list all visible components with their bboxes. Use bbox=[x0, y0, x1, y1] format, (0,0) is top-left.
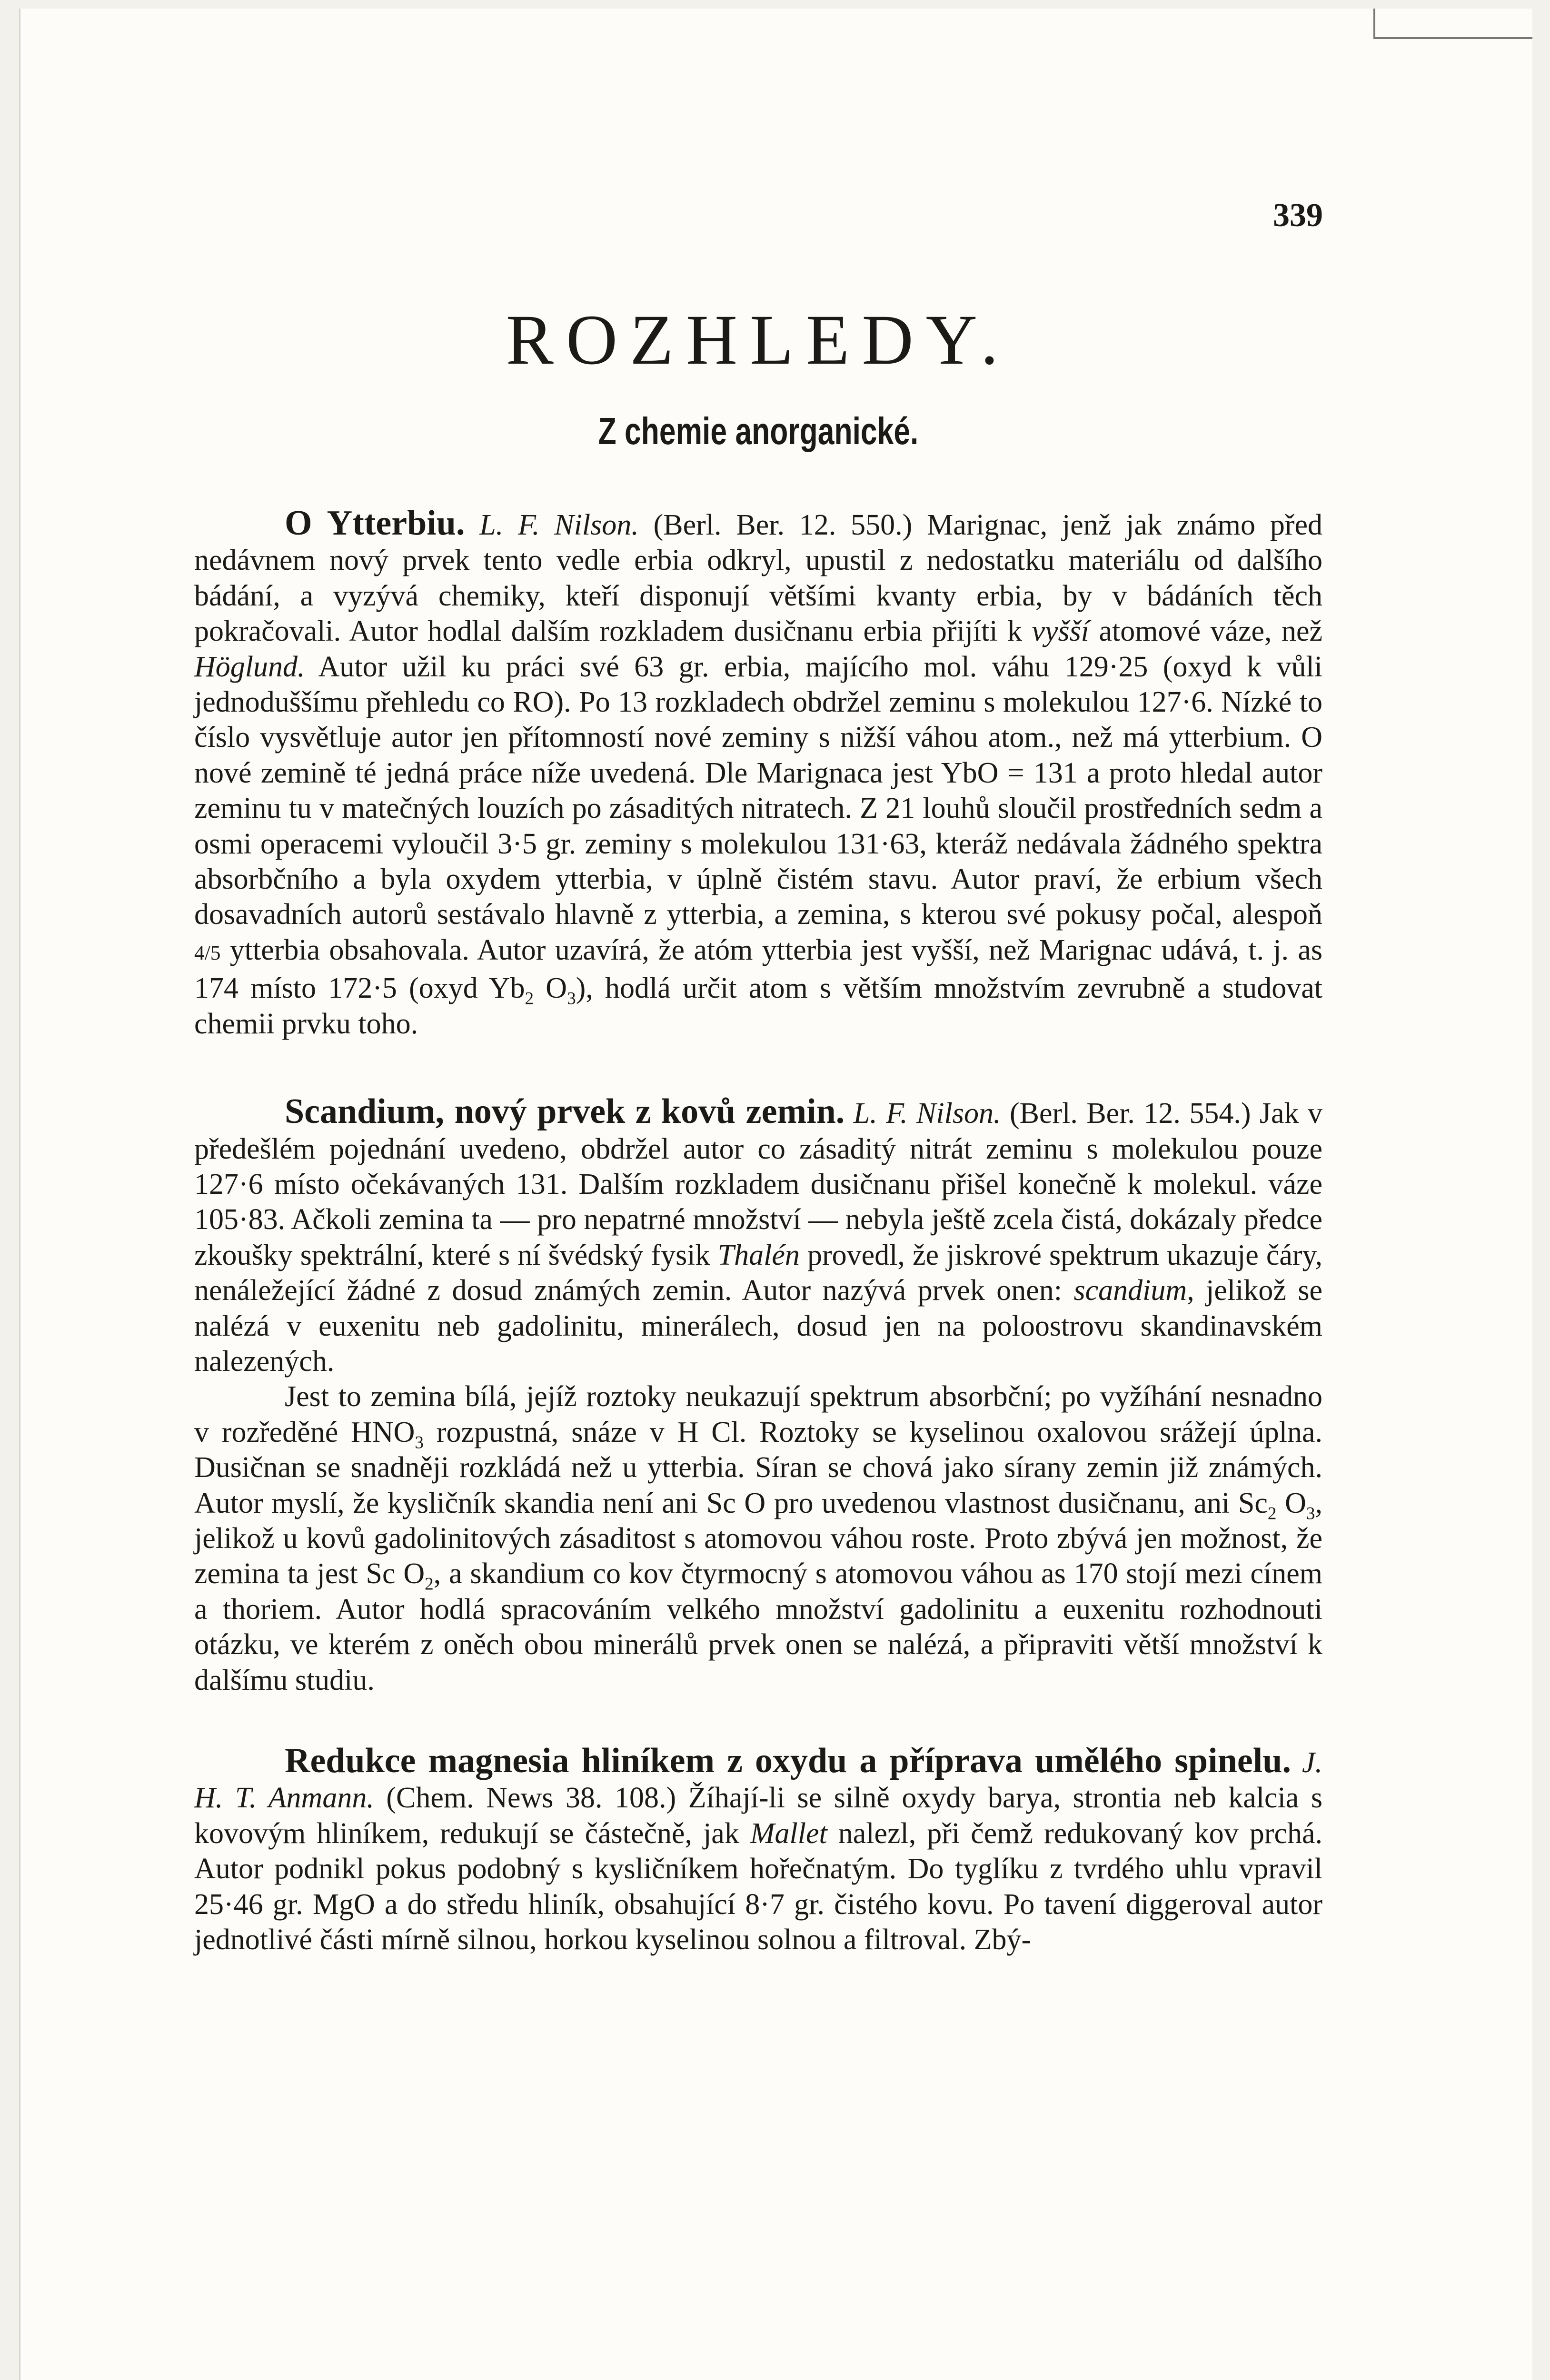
article-body bbox=[194, 1097, 1322, 1378]
article-title: Scandium, nový prvek z kovů zemin. bbox=[285, 1092, 845, 1131]
article-paragraph bbox=[194, 506, 1322, 1041]
main-title: ROZHLEDY. bbox=[506, 300, 1011, 379]
text-run: (Chem. News 38. 108.) Žíhají-li se silně oxydy barya, strontia neb kalcia s kovovým hliníkem, redukují se částečně, jak bbox=[194, 1782, 1323, 1850]
italic-text: Höglund. bbox=[194, 650, 305, 683]
italic-text: Thalén bbox=[717, 1239, 800, 1271]
text-run: ytterbia obsahovala. Autor uzavírá, že atóm ytterbia jest vyšší, než Marignac udává, t. j. as 174 místo 172·5 (oxyd Yb bbox=[194, 933, 1322, 1005]
article-title: O Ytterbiu. bbox=[285, 504, 465, 543]
subscript: 3 bbox=[567, 989, 576, 1009]
text-column bbox=[194, 299, 1322, 1957]
subscript: 3 bbox=[1306, 1503, 1315, 1523]
article-ytterbium bbox=[194, 506, 1322, 1041]
text-run: , a skandium co kov čtyrmocný s atomovou váhou as 170 stojí mezi cínem a thoriem. Autor hodlá spracováním velkého množství gadolinitu a euxenitu rozhodnouti otázku, ve kterém z oněch obou minerálů prvek onen se nalézá, a připraviti větší množství k dalšímu studiu. bbox=[194, 1557, 1322, 1696]
text-run: (Berl. Ber. 12. 550.) Marignac, jenž jak známo před nedávnem nový prvek tento vedle erbia odkryl, upustil z nedostatku materiálu od dalšího bádání, a vyzývá chemiky, kteří disponují většími kvanty erbia, by v bádáních těch pokračovali. Autor hodlal dalším rozkladem dusičnanu erbia přijíti k bbox=[194, 509, 1322, 648]
section-title: Z chemie anorganické. bbox=[598, 410, 919, 452]
text-run: O bbox=[534, 972, 567, 1005]
corner-mark bbox=[1373, 9, 1532, 39]
text-run: nalezl, při čemž redukovaný kov prchá. Autor podnikl pokus podobný s kysličníkem hořečnatým. Do tyglíku z tvrdého uhlu vpravil 25·46 gr. MgO a do středu hliník, obsahující 8·7 gr. čistého kovu. Po tavení diggeroval autor jednotlivé části mírně silnou, horkou kyselinou solnou a filtroval. Zbý- bbox=[194, 1817, 1322, 1956]
article-scandium bbox=[194, 1094, 1322, 1698]
text-run: , jelikož u kovů gadolinitových zásaditost s atomovou váhou roste. Proto zbývá jen možnost, že zemina ta jest Sc O bbox=[194, 1487, 1323, 1590]
subscript: 2 bbox=[525, 989, 534, 1009]
page-sheet bbox=[19, 9, 1532, 2380]
text-run: (Berl. Ber. 12. 554.) Jak v předešlém pojednání uvedeno, obdržel autor co zásaditý nitrát zeminu s molekulou pouze 127·6 místo očekávaných 131. Dalším rozkladem dusičnanu přišel konečně k molekul. váze 105·83. Ačkoli zemina ta — pro nepatrné množství — nebyla ještě zcela čistá, dokázaly předce zkoušky spektrální, které s ní švédský fysik bbox=[194, 1097, 1323, 1271]
text-run: O bbox=[1276, 1487, 1306, 1519]
subscript: 2 bbox=[425, 1574, 434, 1594]
article-author: J. H. T. Anmann. bbox=[194, 1746, 1323, 1815]
article-body bbox=[194, 1380, 1322, 1696]
article-paragraph bbox=[194, 1094, 1322, 1379]
article-author: L. F. Nilson. bbox=[479, 509, 639, 541]
text-run: atomové váze, než bbox=[1089, 615, 1322, 648]
text-run: Autor užil ku práci své 63 gr. erbia, majícího mol. váhu 129·25 (oxyd k vůli jednoduššímu přehledu co RO). Po 13 rozkladech obdržel zeminu s molekulou 127·6. Nízké to číslo vysvětluje autor jen přítomností nové zeminy s nižší váhou atom., než má ytterbium. O nové zemině té jedná práce níže uvedená. Dle Marignaca jest YbO = 131 a proto hledal autor zeminu tu v matečných louzích po zásaditých nitratech. Z 21 louhů sloučil prostředních sedm a osmi operacemi vyloučil 3·5 gr. zeminy s molekulou 131·63, kteráž nedávala žádného spektra absorbčního a byla oxydem ytterbia, v úplně čistém stavu. Autor praví, že erbium všech dosavadních autorů sestávalo hlavně z ytterbia, a zemina, s kterou své pokusy počal, alespoň bbox=[194, 650, 1322, 931]
article-body bbox=[194, 509, 1322, 1040]
article-paragraph bbox=[194, 1743, 1322, 1957]
article-title: Redukce magnesia hliníkem z oxydu a příprava umělého spinelu. bbox=[285, 1741, 1291, 1780]
text-run: ), hodlá určit atom s větším množstvím zevrubně a studovat chemii prvku toho. bbox=[194, 972, 1322, 1040]
article-paragraph bbox=[194, 1379, 1322, 1698]
article-author: L. F. Nilson. bbox=[853, 1097, 1001, 1130]
italic-text: Mallet bbox=[750, 1817, 827, 1850]
page-number: 339 bbox=[1273, 197, 1323, 234]
article-spinel bbox=[194, 1743, 1322, 1957]
text-run: Jest to zemina bílá, jejíž roztoky neukazují spektrum absorbční; po vyžíhání nesnadno v rozředěné HNO bbox=[194, 1380, 1322, 1448]
text-run: provedl, že jiskrové spektrum ukazuje čáry, nenáležející žádné z dosud známých zemin. Autor nazývá prvek onen: bbox=[194, 1239, 1322, 1307]
fraction: 4/5 bbox=[194, 941, 221, 964]
italic-text: scandium, bbox=[1073, 1274, 1194, 1307]
italic-text: vyšší bbox=[1032, 615, 1090, 648]
subscript: 3 bbox=[415, 1433, 424, 1453]
subscript: 2 bbox=[1267, 1503, 1277, 1523]
text-run: jelikož se nalézá v euxenitu neb gadolinitu, minerálech, dosud jen na poloostrovu skandinavském nalezených. bbox=[194, 1274, 1322, 1378]
text-run: rozpustná, snáze v H Cl. Roztoky se kyselinou oxalovou srážejí úplna. Dusičnan se snadněji rozkládá než u ytterbia. Síran se chová jako sírany zemin již známých. Autor myslí, že kysličník skandia není ani Sc O pro uvedenou vlastnost dusičnanu, ani Sc bbox=[194, 1416, 1322, 1519]
